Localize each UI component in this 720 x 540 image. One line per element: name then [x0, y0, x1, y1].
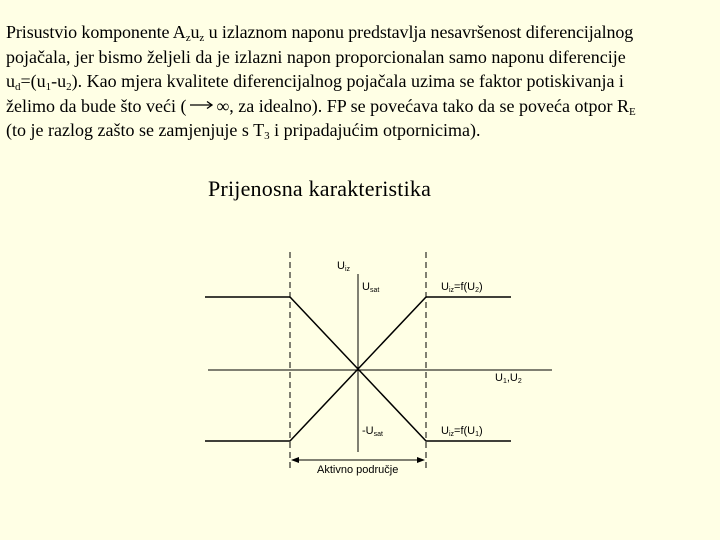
text-fragment: -u: [51, 71, 67, 91]
label-text: -U: [362, 425, 374, 437]
label-text: U: [441, 281, 449, 293]
subscript: E: [629, 105, 636, 118]
subscript: z: [185, 32, 191, 44]
text-fragment: želimo da bude što veći (: [6, 95, 187, 116]
arrowhead-right-icon: [417, 457, 425, 463]
curve-uiz-f-u1-label: [441, 425, 483, 437]
label-text: =f(U: [454, 425, 476, 437]
usat-negative-label: [362, 425, 383, 437]
subscript: iz: [448, 287, 455, 294]
subscript: sat: [373, 431, 383, 438]
text-fragment: , za idealno). FP se povećava tako da se poveća otpor R: [229, 95, 629, 116]
infinity-symbol: ∞: [216, 95, 230, 116]
subscript: sat: [369, 287, 380, 294]
text-fragment: (to je razlog zašto se zamjenjuje s T: [6, 120, 265, 140]
text-fragment: i pripadajućim otpornicima).: [269, 120, 481, 140]
label-text: ,U: [506, 372, 518, 384]
label-text: U: [495, 372, 503, 384]
label-text: U: [362, 281, 370, 293]
text-fragment: Prisustvio komponente A: [6, 22, 186, 42]
subscript: 3: [264, 130, 270, 142]
subscript: d: [15, 81, 21, 93]
text-fragment: u izlaznom naponu predstavlja nesavršenost diferencijalnog: [204, 22, 634, 42]
subscript: 2: [66, 81, 72, 93]
subscript: 2: [475, 287, 480, 294]
text-fragment: ). Kao mjera kvalitete diferencijalnog pojačala uzima se faktor potiskivanja i: [71, 71, 624, 91]
subscript: iz: [448, 431, 455, 438]
subscript: 2: [517, 378, 522, 385]
label-text: ): [479, 281, 483, 293]
label-text: =f(U: [454, 281, 476, 293]
label-text: U: [337, 260, 345, 272]
text-fragment: u: [6, 71, 15, 91]
active-region-label: Aktivno područje: [317, 464, 399, 476]
curve-uiz-f-u2-label: [441, 281, 483, 293]
text-fragment: pojačala, jer bismo željeli da je izlazni napon proporcionalan samo naponu diferencije: [6, 46, 626, 67]
y-axis-label: [337, 260, 350, 272]
x-axis-label: [495, 372, 522, 384]
section-title: Prijenosna karakteristika: [208, 176, 432, 201]
label-text: U: [441, 425, 449, 437]
text-fragment: =(u: [20, 71, 46, 91]
arrowhead-left-icon: [291, 457, 299, 463]
subscript: 1: [45, 81, 52, 93]
subscript: iz: [344, 266, 351, 273]
subscript: z: [199, 32, 205, 44]
usat-positive-label: [362, 281, 379, 293]
label-text: ): [479, 425, 483, 437]
text-fragment: u: [190, 22, 200, 42]
subscript: 1: [475, 431, 480, 438]
subscript: 1: [502, 378, 507, 385]
